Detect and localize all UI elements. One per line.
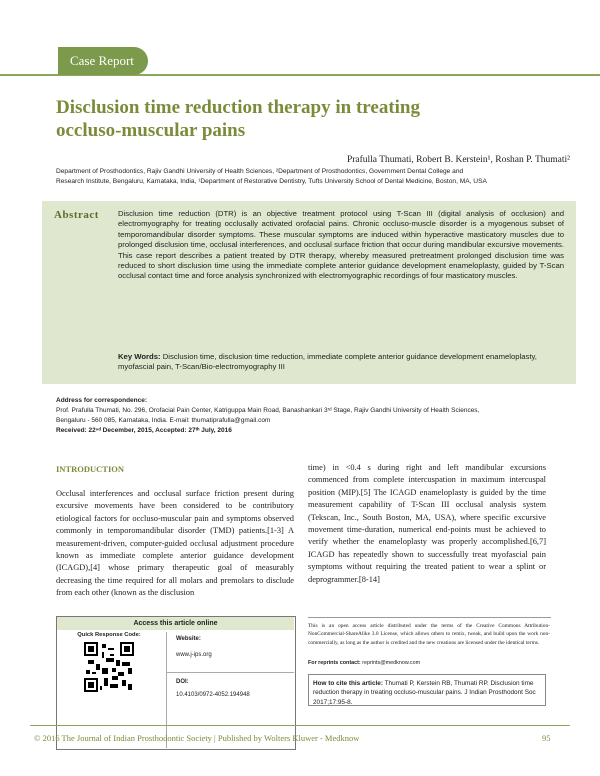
affiliations: [56, 167, 571, 186]
received-accepted-dates: Received: 22ⁿᵈ December, 2015, Accepted: 27ᵗʰ July, 2016: [56, 427, 232, 434]
license-text: This is an open access article distributed under the terms of the Creative Commons Attribution-NonCommercial-ShareAlike 3.0 License, which allows others to remix, tweak, and build upon the work non-commercially, as long as the author is credited and the new creations are licensed under the identical terms.: [308, 623, 550, 646]
affiliation-line-1: Department of Prosthodontics, Rajiv Gandhi University of Health Sciences, ²Department of Prosthodontics, Government Dental College and: [56, 168, 464, 175]
citation-label: How to cite this article:: [313, 680, 383, 687]
reprints-label: For reprints contact:: [308, 660, 361, 666]
title-line-1: Disclusion time reduction therapy in treating: [56, 97, 420, 118]
correspondence-block: [56, 396, 556, 436]
correspondence-label: Address for correspondence:: [56, 397, 148, 404]
access-divider-vertical: [166, 632, 167, 748]
reprints-email[interactable]: reprints@medknow.com: [360, 660, 421, 666]
title-line-2: occluso-muscular pains: [56, 120, 246, 141]
intro-column-1: Occlusal interferences and occlusal surface friction present during excursive movements have been considered to be contributory etiological factors for occluso-muscular pain and symptoms observed commonly in temporomandibular disorder (TMD) patients.[1-3] A measurement-driven, computer-guided occlusal adjustment procedure known as immediate complete anterior guidance development (ICAGD),[4] whose primary therapeutic goal of measurably decreasing the time required for all molars and premolars to disclude from each other (known as the disclusion: [56, 489, 294, 598]
correspondence-line-2: Bengaluru - 560 085, Karnataka, India. E-mail: thumatiprafulla@gmail.com: [56, 417, 271, 424]
correspondence-line-1: Prof. Prafulla Thumati, No. 296, Orofacial Pain Center, Katriguppa Main Road, Banashankari 3ʳᵈ Stage, Rajiv Gandhi University of Health Sciences,: [56, 407, 480, 414]
section-heading-introduction: INTRODUCTION: [56, 464, 125, 474]
page-number: 95: [542, 733, 551, 743]
journal-footer: © 2016 The Journal of Indian Prosthodontic Society | Published by Wolters Kluwer - Medknow: [34, 733, 360, 743]
doi-label: DOI:: [176, 679, 189, 685]
author-list: Prafulla Thumati, Robert B. Kerstein¹, Roshan P. Thumati²: [346, 155, 570, 165]
keywords-label: Key Words:: [118, 352, 161, 361]
affiliation-line-2: Research Institute, Bengaluru, Karnataka, India, ¹Department of Restorative Dentistry, Tufts University School of Dental Medicine, Boston, MA, USA: [56, 177, 487, 185]
keywords-text: Disclusion time, disclusion time reduction, immediate complete anterior guidance development enameloplasty, myofascial pain, T-Scan/Bio-electromyography III: [118, 352, 537, 372]
qr-code-label: Quick Response Code:: [77, 632, 141, 638]
abstract-label: Abstract: [54, 209, 99, 221]
article-title: [56, 96, 456, 142]
license-rule: [308, 617, 551, 618]
website-label: Website:: [176, 636, 201, 642]
abstract-text: Disclusion time reduction (DTR) is an objective treatment protocol using T-Scan III (digital analysis of occlusion) and electromyography for treating occlusally activated orofacial pains. Chronic occluso-muscle disorder is a myogenous subset of temporomandibular disorder symptoms. These muscular symptoms are induced within hyperactive masticatory muscles due to prolonged disclusion time, occlusal interferences, and occlusal surface friction that occur during mandibular excursive movements. This case report describes a patient treated by DTR therapy, whereby measured pretreatment prolonged disclusion time was reduced to short disclusion time using the immediate complete anterior guidance development enameloplasty, guided by T-Scan occlusal contact time and force analysis synchronized with electromyographic recordings of four masticatory muscles.: [118, 209, 564, 281]
intro-column-2: time) in <0.4 s during right and left mandibular excursions commenced from complete intercuspation in maximum intercuspal position (MIP).[5] The ICAGD enameloplasty is guided by the time measurement capability of T-Scan III occlusal analysis system (Tekscan, Inc., South Boston, MA, USA), where specific excursive movement time-duration, numerical end-points must be achieved to verify whether the enameloplasty was properly accomplished.[6,7] ICAGD has repeatedly shown to successfully treat myofascial pain symptoms without requiring the treated patient to wear a splint or deprogrammer.[8-14]: [308, 463, 546, 584]
footer-rule: [30, 725, 570, 726]
citation-box: [308, 674, 546, 706]
qr-code-icon[interactable]: [84, 642, 134, 692]
citation-text: Thumati P, Kerstein RB, Thumati RP. Disclusion time reduction therapy in treating occluso-muscular pains. J Indian Prosthodont Soc 2017;17:95-8.: [313, 680, 536, 706]
reprints-contact: [308, 660, 420, 666]
access-online-heading: Access this article online: [57, 617, 294, 630]
access-divider-horizontal: [166, 672, 294, 673]
website-link[interactable]: www.j-ips.org: [176, 652, 212, 658]
keywords: [118, 352, 564, 373]
article-type-tab: Case Report: [58, 47, 148, 75]
doi-link[interactable]: 10.4103/0972-4052.194948: [176, 692, 250, 698]
